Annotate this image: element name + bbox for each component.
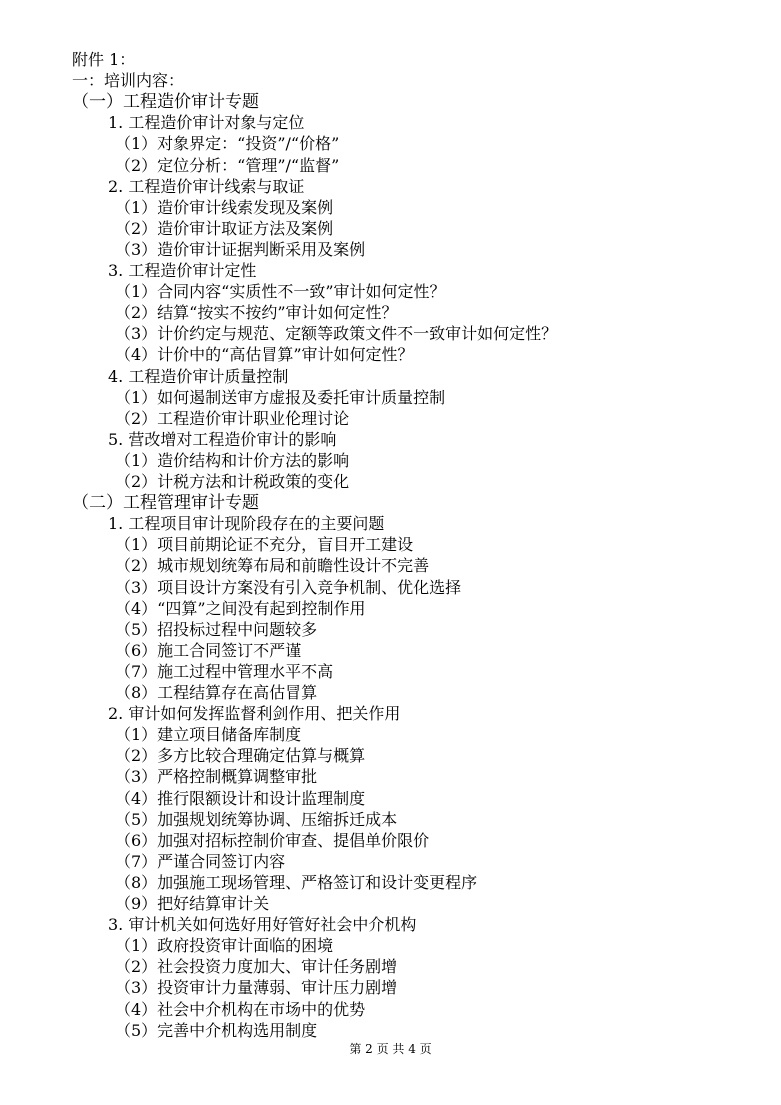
- list-item: （2）计税方法和计税政策的变化: [115, 472, 350, 491]
- list-item: （1）建立项目储备库制度: [115, 725, 302, 745]
- list-item: （2）城市规划统筹布局和前瞻性设计不完善: [115, 556, 430, 576]
- section-title: （一）工程造价审计专题: [72, 92, 259, 113]
- list-item: （5）完善中介机构选用制度: [115, 1020, 318, 1040]
- list-item: （1）政府投资审计面临的困境: [115, 936, 334, 956]
- topic-title: 2. 工程造价审计线索与取证: [108, 176, 305, 196]
- topic-title: 1. 工程造价审计对象与定位: [108, 113, 305, 133]
- list-item: （1）项目前期论证不充分，盲目开工建设: [115, 535, 414, 555]
- list-item: （1）造价审计线索发现及案例: [115, 197, 334, 217]
- list-item: （2）工程造价审计职业伦理讨论: [115, 408, 350, 428]
- list-item: （3）严格控制概算调整审批: [115, 767, 318, 787]
- list-item: （5）招投标过程中问题较多: [115, 619, 318, 639]
- list-item: （5）加强规划统筹协调、压缩拆迁成本: [115, 809, 398, 829]
- list-item: （1）如何遏制送审方虚报及委托审计质量控制: [115, 387, 446, 407]
- section-title: （二）工程管理审计专题: [72, 493, 259, 514]
- list-item: （1）合同内容“实质性不一致”审计如何定性？: [115, 282, 446, 302]
- list-item: （7）严谨合同签订内容: [115, 851, 286, 871]
- topic-title: 4. 工程造价审计质量控制: [108, 366, 289, 386]
- list-item: （3）投资审计力量薄弱、审计压力剧增: [115, 978, 398, 998]
- section-heading: 一：培训内容：: [72, 71, 185, 91]
- list-item: （8）工程结算存在高估冒算: [115, 683, 318, 702]
- list-item: （9）把好结算审计关: [115, 894, 270, 913]
- list-item: （3）计价约定与规范、定额等政策文件不一致审计如何定性？: [115, 324, 558, 344]
- list-item: （2）多方比较合理确定估算与概算: [115, 746, 366, 766]
- list-item: （3）项目设计方案没有引入竞争机制、优化选择: [115, 577, 462, 597]
- topic-title: 1. 工程项目审计现阶段存在的主要问题: [108, 514, 385, 534]
- list-item: （2）结算“按实不按约”审计如何定性？: [115, 303, 398, 323]
- list-item: （4）“四算”之间没有起到控制作用: [115, 598, 366, 618]
- page-footer: 第 2 页 共 4 页: [349, 1042, 432, 1056]
- list-item: （4）推行限额设计和设计监理制度: [115, 788, 366, 808]
- list-item: （6）加强对招标控制价审查、提倡单价限价: [115, 830, 430, 850]
- topic-title: 3. 审计机关如何选好用好管好社会中介机构: [108, 915, 417, 935]
- attachment-label: 附件 1：: [72, 50, 136, 69]
- list-item: （7）施工过程中管理水平不高: [115, 661, 334, 681]
- list-item: （4）社会中介机构在市场中的优势: [115, 999, 366, 1019]
- list-item: （3）造价审计证据判断采用及案例: [115, 239, 366, 259]
- list-item: （2）造价审计取证方法及案例: [115, 218, 334, 238]
- list-item: （8）加强施工现场管理、严格签订和设计变更程序: [115, 872, 478, 892]
- list-item: （2）定位分析：“管理”/“监督”: [115, 155, 340, 175]
- list-item: （6）施工合同签订不严谨: [115, 640, 302, 660]
- topic-title: 5. 营改增对工程造价审计的影响: [108, 429, 337, 449]
- list-item: （2）社会投资力度加大、审计任务剧增: [115, 957, 398, 977]
- topic-title: 2. 审计如何发挥监督利剑作用、把关作用: [108, 704, 401, 724]
- list-item: （4）计价中的“高估冒算”审计如何定性？: [115, 345, 414, 365]
- list-item: （1）造价结构和计价方法的影响: [115, 450, 350, 470]
- list-item: （1）对象界定：“投资”/“价格”: [115, 134, 340, 154]
- topic-title: 3. 工程造价审计定性: [108, 261, 257, 280]
